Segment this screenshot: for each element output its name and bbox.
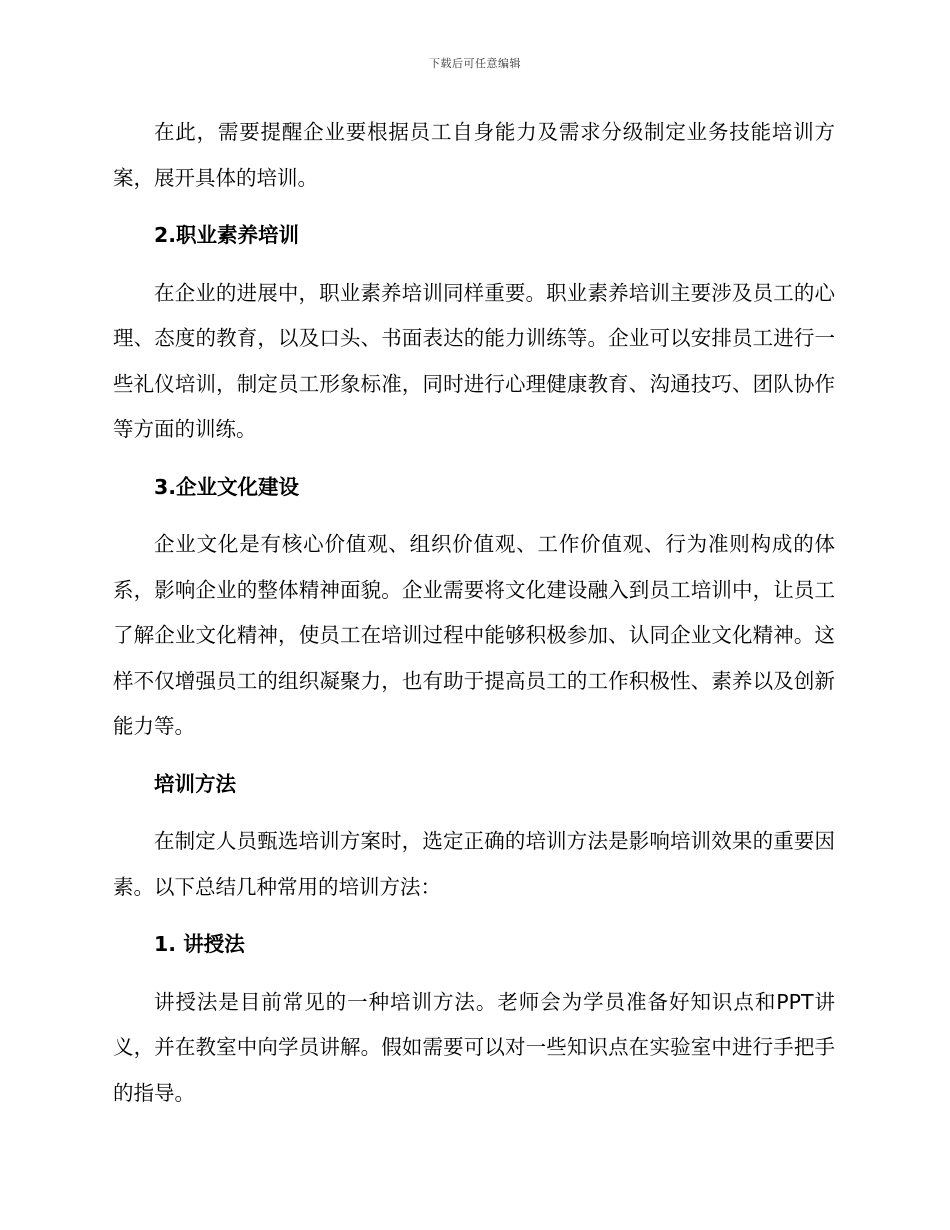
paragraph-training-methods: 在制定人员甄选培训方案时，选定正确的培训方法是影响培训效果的重要因素。以下总结几种常用的培训方法： — [113, 829, 835, 899]
heading-lecture-method: 1. 讲授法 — [154, 932, 245, 956]
paragraph-professional-quality: 在企业的进展中，职业素养培训同样重要。职业素养培训主要涉及员工的心理、态度的教育，以及口头、书面表达的能力训练等。企业可以安排员工进行一些礼仪培训，制定员工形象标准，同时进行心理健康教育、沟通技巧、团队协作等方面的训练。 — [113, 280, 835, 441]
paragraph-training-plan: 在此，需要提醒企业要根据员工自身能力及需求分级制定业务技能培训方案，展开具体的培训。 — [113, 120, 835, 190]
heading-professional-quality: 2.职业素养培训 — [154, 223, 300, 247]
paragraph-corporate-culture: 企业文化是有核心价值观、组织价值观、工作价值观、行为准则构成的体系，影响企业的整体精神面貌。企业需要将文化建设融入到员工培训中，让员工了解企业文化精神，使员工在培训过程中能够积极参加、认同企业文化精神。这样不仅增强员工的组织凝聚力，也有助于提高员工的工作积极性、素养以及创新能力等。 — [113, 532, 835, 738]
header-note: 下载后可任意编辑 — [429, 57, 521, 70]
heading-training-methods: 培训方法 — [154, 771, 236, 796]
document-body — [113, 110, 835, 1116]
heading-corporate-culture: 3.企业文化建设 — [154, 474, 300, 499]
paragraph-lecture-method: 讲授法是目前常见的一种培训方法。老师会为学员准备好知识点和PPT讲义，并在教室中向学员讲解。假如需要可以对一些知识点在实验室中进行手把手的指导。 — [113, 989, 835, 1105]
